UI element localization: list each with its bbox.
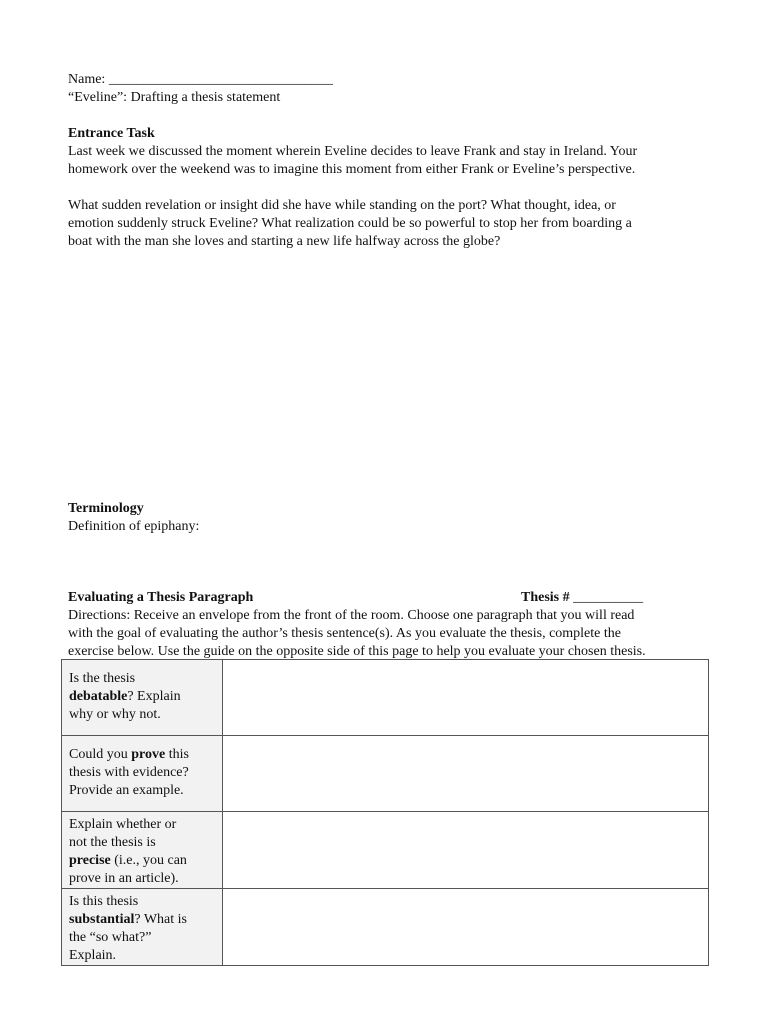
terminology-heading: Terminology [68, 501, 144, 516]
thesis-number-field[interactable] [521, 589, 643, 607]
worksheet-title: “Eveline”: Drafting a thesis statement [68, 90, 281, 105]
question-text [69, 852, 216, 870]
text-line: boat with the man she loves and starting a new life halfway across the globe? [68, 234, 501, 249]
question-cell-substantial [62, 889, 223, 966]
keyword-debatable: debatable [69, 689, 128, 704]
epiphany-definition-label: Definition of epiphany: [68, 519, 200, 534]
entrance-task-paragraph-1 [68, 143, 708, 179]
table-row [62, 736, 709, 812]
text-line: emotion suddenly struck Eveline? What realization could be so powerful to stop her from boarding a [68, 216, 632, 231]
question-text: the “so what?” [69, 930, 152, 945]
answer-cell-prove[interactable] [223, 736, 709, 812]
answer-cell-debatable[interactable] [223, 660, 709, 736]
question-text: Is the thesis [69, 671, 136, 686]
text-line: exercise below. Use the guide on the opposite side of this page to help you evaluate your chosen thesis. [68, 644, 646, 659]
question-text: Provide an example. [69, 783, 184, 798]
text-line: homework over the weekend was to imagine this moment from either Frank or Eveline’s perspective. [68, 162, 636, 177]
question-text [69, 746, 216, 764]
entrance-task-heading: Entrance Task [68, 126, 155, 141]
text-line: Last week we discussed the moment wherein Eveline decides to leave Frank and stay in Ireland. Your [68, 144, 638, 159]
question-text: not the thesis is [69, 835, 156, 850]
table-row [62, 660, 709, 736]
answer-cell-precise[interactable] [223, 812, 709, 889]
answer-cell-substantial[interactable] [223, 889, 709, 966]
table-row [62, 812, 709, 889]
question-text [69, 688, 216, 706]
directions [68, 607, 708, 661]
question-text: why or why not. [69, 707, 161, 722]
question-text: Explain whether or [69, 817, 177, 832]
question-text: Explain. [69, 948, 117, 963]
question-text: (i.e., you can [110, 853, 187, 868]
text-line: Directions: Receive an envelope from the front of the room. Choose one paragraph that you will read [68, 608, 635, 623]
question-text: this [165, 747, 189, 762]
entrance-task-paragraph-2 [68, 197, 708, 251]
question-cell-debatable [62, 660, 223, 736]
question-text [69, 911, 216, 929]
keyword-precise: precise [69, 853, 111, 868]
question-text: Could you [69, 747, 132, 762]
table-row [62, 889, 709, 966]
question-text: ? What is [134, 912, 187, 927]
question-text: ? Explain [127, 689, 181, 704]
evaluation-table [61, 659, 709, 966]
question-text: prove in an article). [69, 871, 179, 886]
keyword-prove: prove [131, 747, 166, 762]
evaluating-heading: Evaluating a Thesis Paragraph [68, 590, 254, 605]
name-line: Name: ________________________________ [68, 72, 333, 87]
question-cell-precise [62, 812, 223, 889]
question-cell-prove [62, 736, 223, 812]
question-text: thesis with evidence? [69, 765, 189, 780]
thesis-number-blank[interactable]: __________ [573, 590, 644, 605]
question-text: Is this thesis [69, 894, 139, 909]
keyword-substantial: substantial [69, 912, 135, 927]
text-line: What sudden revelation or insight did she have while standing on the port? What thought, idea, or [68, 198, 616, 213]
text-line: with the goal of evaluating the author’s thesis sentence(s). As you evaluate the thesis, complete the [68, 626, 621, 641]
thesis-number-label: Thesis # [521, 590, 574, 605]
